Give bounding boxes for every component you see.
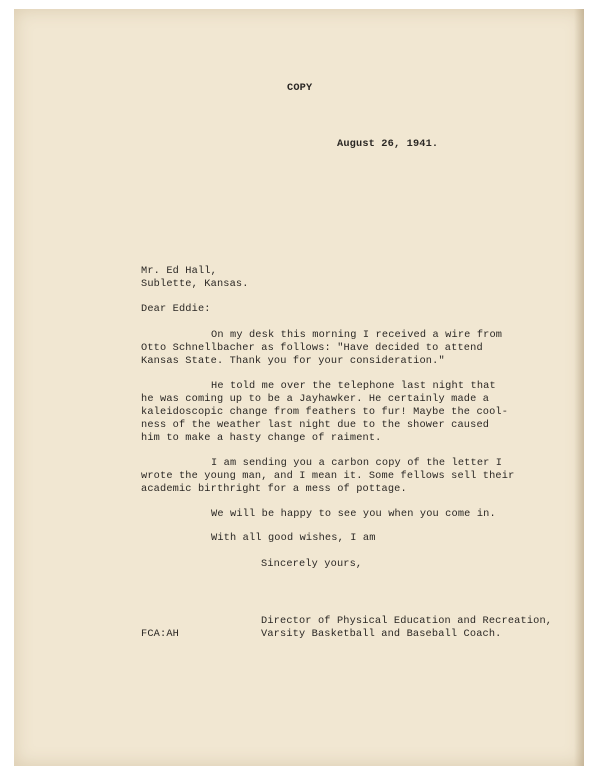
typist-initials: FCA:AH (141, 628, 179, 640)
paragraph-3-line-2: wrote the young man, and I mean it. Some fellows sell their (141, 470, 515, 482)
copy-header: COPY (287, 82, 313, 94)
paragraph-4: We will be happy to see you when you come in. (211, 508, 496, 520)
paragraph-2-line-3: kaleidoscopic change from feathers to fur! Maybe the cool- (141, 406, 509, 418)
signature-title-line-1: Director of Physical Education and Recreation, (261, 615, 553, 627)
paragraph-1-line-1: On my desk this morning I received a wire from (211, 329, 503, 341)
paragraph-3-line-3: academic birthright for a mess of pottage. (141, 483, 407, 495)
salutation: Dear Eddie: (141, 303, 211, 315)
paragraph-3-line-1: I am sending you a carbon copy of the letter I (211, 457, 503, 469)
recipient-name: Mr. Ed Hall, (141, 265, 217, 277)
paragraph-2-line-5: him to make a hasty change of raiment. (141, 432, 382, 444)
signature-title-line-2: Varsity Basketball and Baseball Coach. (261, 628, 502, 640)
letter-date: August 26, 1941. (337, 138, 439, 150)
paragraph-1-line-2: Otto Schnellbacher as follows: "Have decided to attend (141, 342, 483, 354)
recipient-location: Sublette, Kansas. (141, 278, 249, 290)
paragraph-2-line-2: he was coming up to be a Jayhawker. He certainly made a (141, 393, 490, 405)
paragraph-1-line-3: Kansas State. Thank you for your consideration." (141, 355, 445, 367)
closing: Sincerely yours, (261, 558, 363, 570)
paragraph-2-line-1: He told me over the telephone last night that (211, 380, 496, 392)
paragraph-5: With all good wishes, I am (211, 532, 376, 544)
paragraph-2-line-4: ness of the weather last night due to the shower caused (141, 419, 490, 431)
